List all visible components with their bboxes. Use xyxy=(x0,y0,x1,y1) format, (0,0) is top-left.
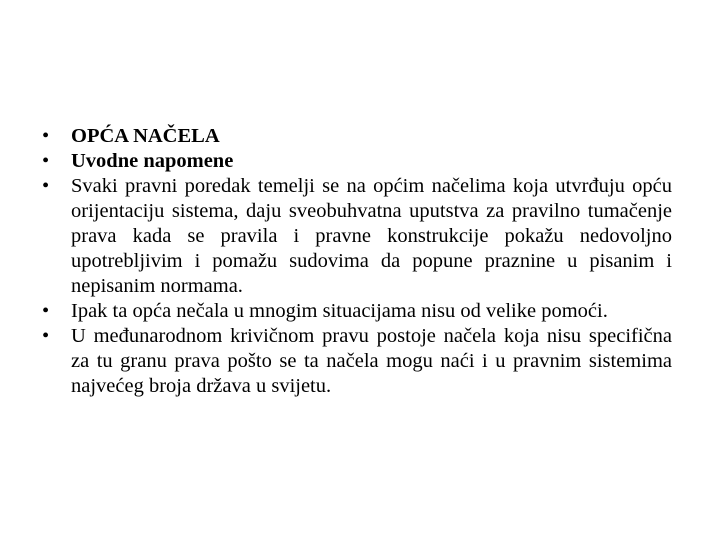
bullet-list xyxy=(42,124,672,399)
bullet-icon: • xyxy=(42,300,50,322)
list-item-heading xyxy=(42,124,672,149)
bullet-icon: • xyxy=(42,125,50,147)
bullet-icon: • xyxy=(42,175,50,197)
paragraph-text: Ipak ta opća nečala u mnogim situacijama nisu od velike pomoći. xyxy=(71,300,608,322)
bullet-icon: • xyxy=(42,325,50,347)
list-item xyxy=(42,299,672,324)
list-item xyxy=(42,324,672,399)
list-item xyxy=(42,174,672,299)
paragraph-text: Svaki pravni poredak temelji se na općim načelima koja utvrđuju opću orijentaciju sistema, daju sveobuhvatna uputstva za pravilno tumačenje prava kada se pravila i pravne konstrukcije pokažu nedovoljno upotrebljivim i pomažu sudovima da popune praznine u pisanim i nepisanim normama. xyxy=(71,175,672,297)
paragraph-text: U međunarodnom krivičnom pravu postoje načela koja nisu specifična za tu granu prava pošto se ta načela mogu naći i u pravnim sistemima najvećeg broja država u svijetu. xyxy=(71,325,672,397)
list-item-subheading xyxy=(42,149,672,174)
heading-text: OPĆA NAČELA xyxy=(71,125,220,147)
subheading-text: Uvodne napomene xyxy=(71,150,234,172)
bullet-icon: • xyxy=(42,150,50,172)
